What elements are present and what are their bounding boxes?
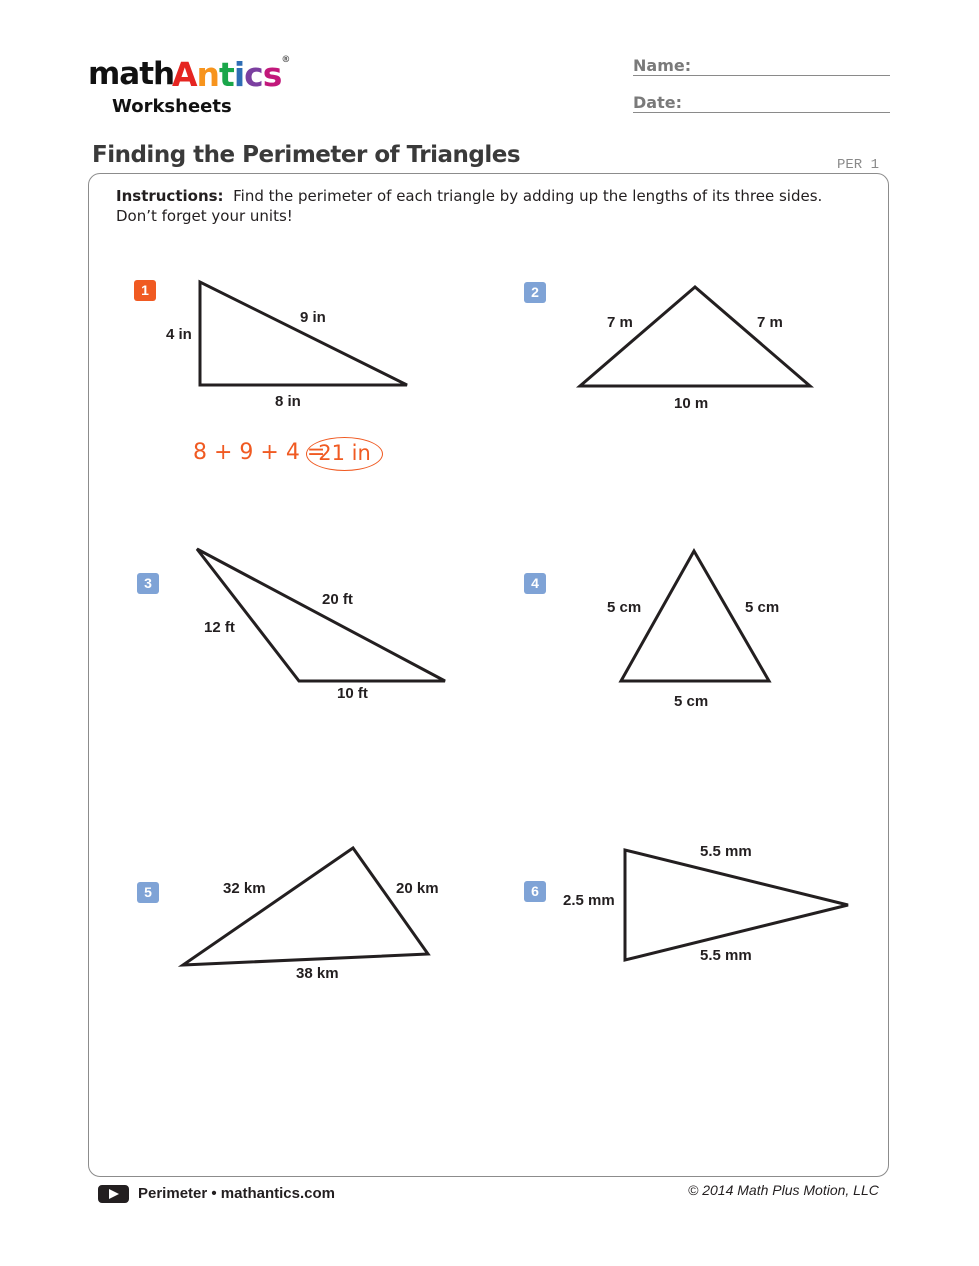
- side-label: 8 in: [275, 393, 301, 410]
- instructions-text-2: Don’t forget your units!: [116, 207, 293, 225]
- side-label: 9 in: [300, 309, 326, 326]
- side-label: 20 ft: [322, 591, 353, 608]
- triangle-5: [183, 848, 428, 965]
- triangle-1: [200, 282, 407, 385]
- side-label: 5 cm: [607, 599, 642, 616]
- logo-subtitle: Worksheets: [112, 96, 232, 117]
- triangle-2: [580, 287, 810, 386]
- side-label: 7 m: [757, 314, 783, 331]
- side-label: 12 ft: [204, 619, 235, 636]
- instructions-label: Instructions:: [116, 187, 224, 205]
- side-label: 4 in: [166, 326, 192, 343]
- date-label: Date:: [633, 93, 682, 112]
- name-label: Name:: [633, 56, 692, 75]
- problem-number-2: 2: [524, 282, 546, 303]
- problem-number-1: 1: [134, 280, 156, 301]
- side-label: 38 km: [296, 965, 339, 982]
- play-icon[interactable]: [98, 1185, 129, 1203]
- triangle-3: [197, 549, 445, 681]
- side-label: 20 km: [396, 880, 439, 897]
- problem-number-6: 6: [524, 881, 546, 902]
- side-label: 2.5 mm: [563, 892, 615, 909]
- logo-letter: i: [233, 55, 245, 94]
- problem-number-5: 5: [137, 882, 159, 903]
- side-label: 5 cm: [674, 693, 709, 710]
- logo-letter: t: [219, 55, 234, 94]
- triangle-6: [625, 850, 848, 960]
- triangle-4: [621, 551, 769, 681]
- answer-expression: 8 + 9 + 4 =: [193, 440, 326, 465]
- side-label: 7 m: [607, 314, 633, 331]
- logo-letter: s: [262, 55, 282, 94]
- side-label: 32 km: [223, 880, 266, 897]
- problem-number-4: 4: [524, 573, 546, 594]
- logo-letter: c: [244, 55, 263, 94]
- side-label: 10 ft: [337, 685, 368, 702]
- logo-math: math: [88, 56, 175, 92]
- side-label: 5 cm: [745, 599, 780, 616]
- logo-letter: n: [196, 55, 220, 94]
- instructions-text: Find the perimeter of each triangle by adding up the lengths of its three sides.: [233, 187, 823, 205]
- answer-result: 21 in: [306, 437, 383, 471]
- worksheet-code: PER 1: [837, 157, 880, 173]
- page-title: Finding the Perimeter of Triangles: [92, 142, 521, 168]
- copyright: © 2014 Math Plus Motion, LLC: [688, 1182, 879, 1198]
- footer-link[interactable]: Perimeter • mathantics.com: [138, 1185, 335, 1202]
- side-label: 5.5 mm: [700, 947, 752, 964]
- side-label: 10 m: [674, 395, 709, 412]
- problem-number-3: 3: [137, 573, 159, 594]
- logo-letter: A: [172, 55, 197, 94]
- registered-mark: ®: [281, 55, 290, 65]
- side-label: 5.5 mm: [700, 843, 752, 860]
